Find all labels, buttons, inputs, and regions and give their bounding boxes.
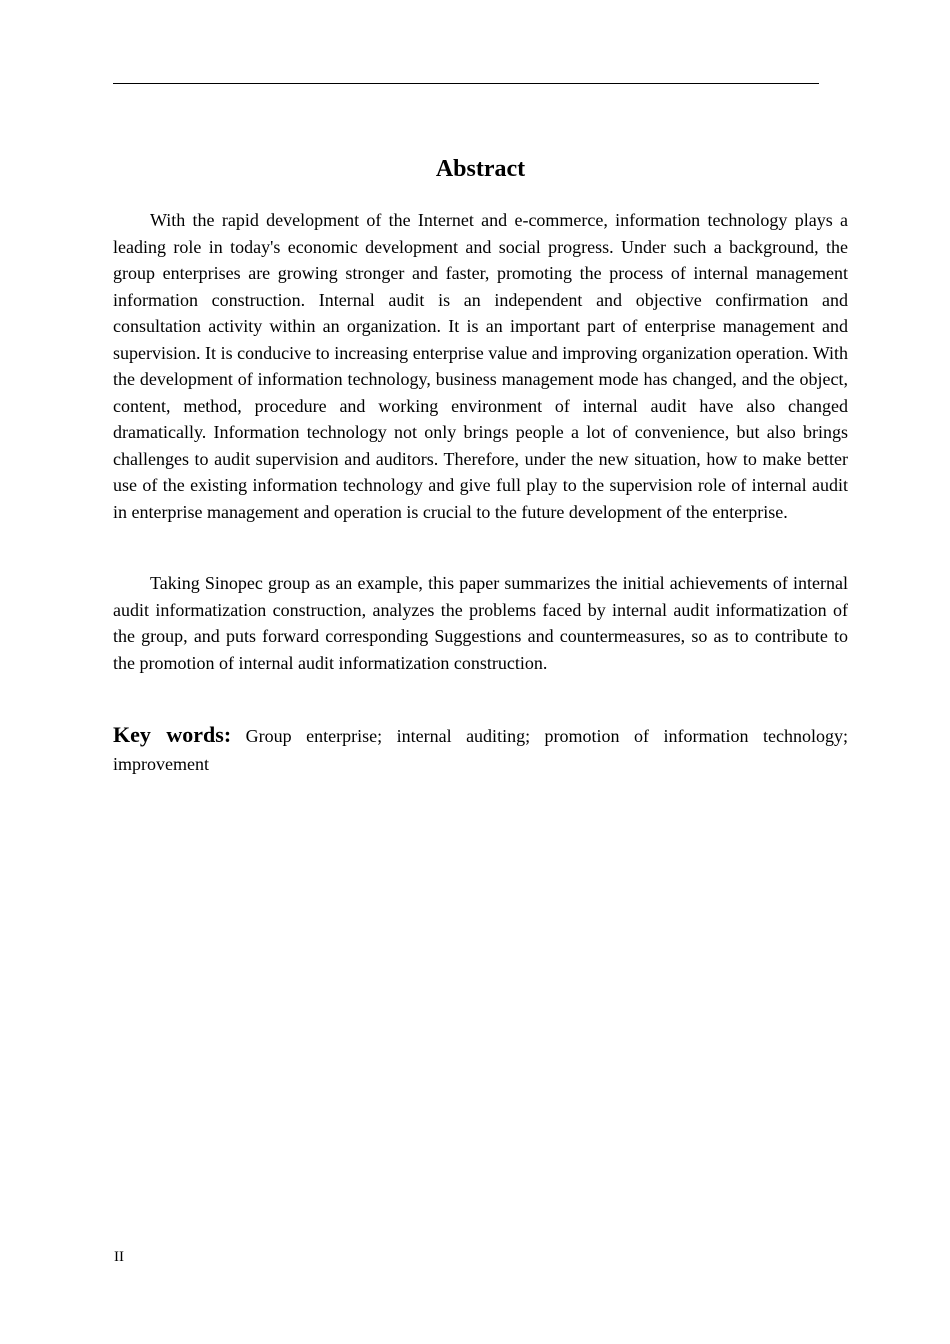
keywords-label: Key words:	[113, 722, 232, 747]
header-rule	[113, 83, 819, 84]
keywords-text: Group enterprise; internal auditing; promotion of information technology; improvement	[113, 726, 848, 774]
abstract-title: Abstract	[435, 156, 526, 182]
page-number: II	[114, 1249, 124, 1265]
abstract-paragraph-1: With the rapid development of the Internet and e-commerce, information technology plays a leading role in today's economic development and social progress. Under such a background, the group enterprises are growing stronger and faster, promoting the process of internal management information construction. Internal audit is an independent and objective confirmation and consultation activity within an organization. It is an important part of enterprise management and supervision. It is conducive to increasing enterprise value and improving organization operation. With the development of information technology, business management mode has changed, and the object, content, method, procedure and working environment of internal audit have also changed dramatically. Information technology not only brings people a lot of convenience, but also brings challenges to audit supervision and auditors. Therefore, under the new situation, how to make better use of the existing information technology and give full play to the supervision role of internal audit in enterprise management and operation is crucial to the future development of the enterprise.	[113, 210, 848, 522]
abstract-paragraph-2: Taking Sinopec group as an example, this paper summarizes the initial achievements of internal audit informatization construction, analyzes the problems faced by internal audit informatization of the group, and puts forward corresponding Suggestions and countermeasures, so as to contribute to the promotion of internal audit informatization construction.	[113, 573, 848, 673]
keywords-paragraph	[113, 721, 848, 778]
